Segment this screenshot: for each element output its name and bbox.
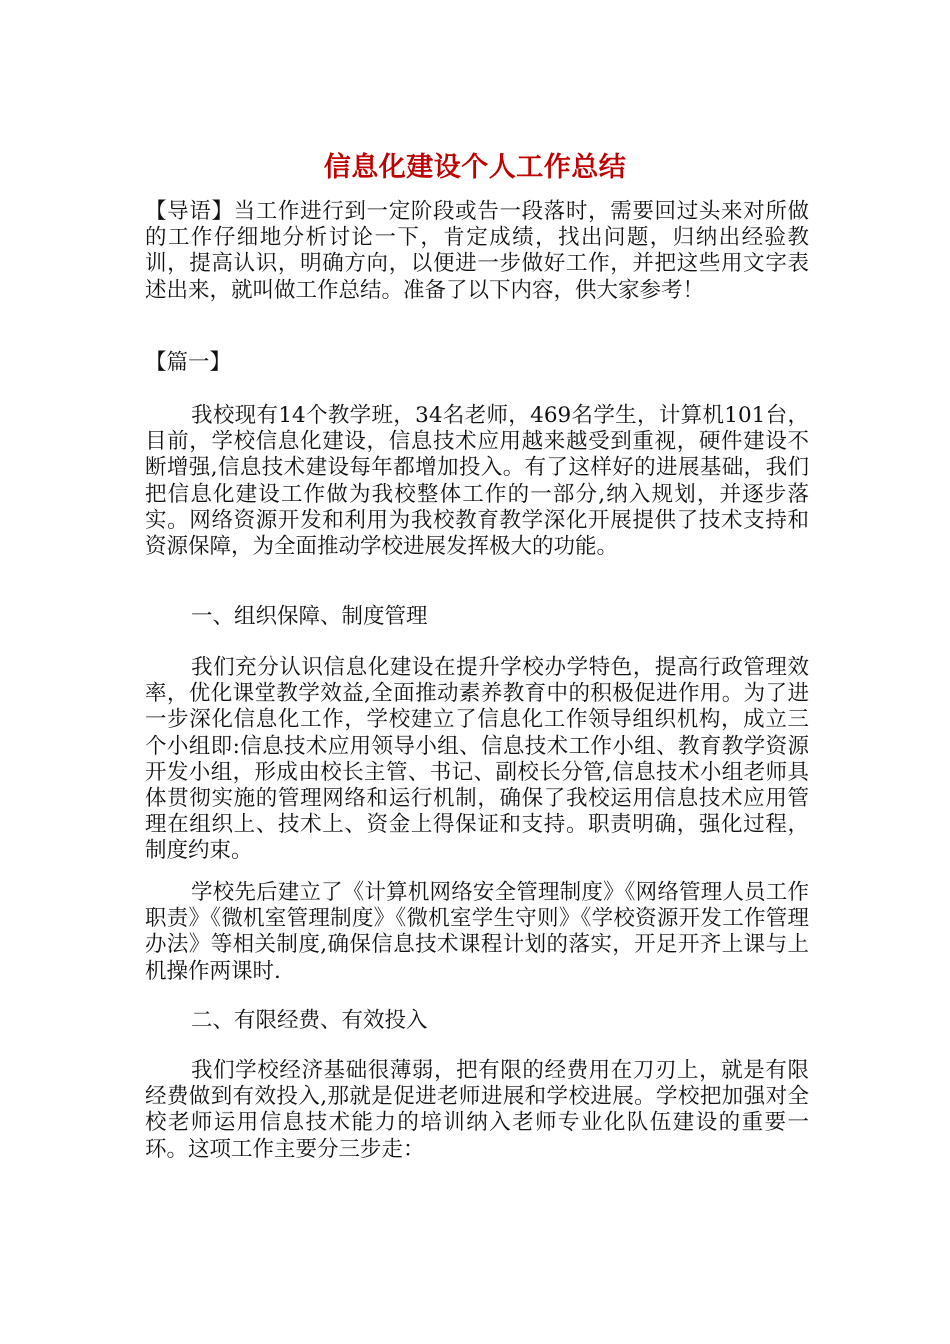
paragraph-regulations: 学校先后建立了《计算机网络安全管理制度》《网络管理人员工作职责》《微机室管理制度》《微机室学生守则》《学校资源开发工作管理办法》等相关制度,确保信息技术课程计划的落实，开足开齐上课与上机操作两课时. [145,880,809,984]
paragraph-funding: 我们学校经济基础很薄弱，把有限的经费用在刀刃上，就是有限经费做到有效投入,那就是促进老师进展和学校进展。学校把加强对全校老师运用信息技术能力的培训纳入老师专业化队伍建设的重要一环。这项工作主要分三步走： [145,1058,809,1162]
paragraph-organization: 我们充分认识信息化建设在提升学校办学特色，提高行政管理效率，优化课堂教学效益,全面推动素养教育中的积极促进作用。为了进一步深化信息化工作，学校建立了信息化工作领导组织机构，成立三个小组即:信息技术应用领导小组、信息技术工作小组、教育教学资源开发小组，形成由校长主管、书记、副校长分管,信息技术小组老师具体贯彻实施的管理网络和运行机制，确保了我校运用信息技术应用管理在组织上、技术上、资金上得保证和支持。职责明确，强化过程，制度约束。 [145,655,809,864]
section-heading-funding: 二、有限经费、有效投入 [191,1008,428,1033]
section-heading-organization: 一、组织保障、制度管理 [191,604,428,629]
section-label: 【篇一】 [145,350,232,375]
page-title: 信息化建设个人工作总结 [323,152,627,184]
intro-paragraph: 【导语】当工作进行到一定阶段或告一段落时，需要回过头来对所做的工作仔细地分析讨论一下，肯定成绩，找出问题，归纳出经验教训，提高认识，明确方向，以便进一步做好工作，并把这些用文字表述出来，就叫做工作总结。准备了以下内容，供大家参考！ [145,199,809,303]
paragraph-overview: 我校现有14个教学班，34名老师，469名学生，计算机101台，目前，学校信息化建设，信息技术应用越来越受到重视，硬件建设不断增强,信息技术建设每年都增加投入。有了这样好的进展基础，我们把信息化建设工作做为我校整体工作的一部分,纳入规划，并逐步落实。网络资源开发和利用为我校教育教学深化开展提供了技术支持和资源保障，为全面推动学校进展发挥极大的功能。 [145,403,809,560]
